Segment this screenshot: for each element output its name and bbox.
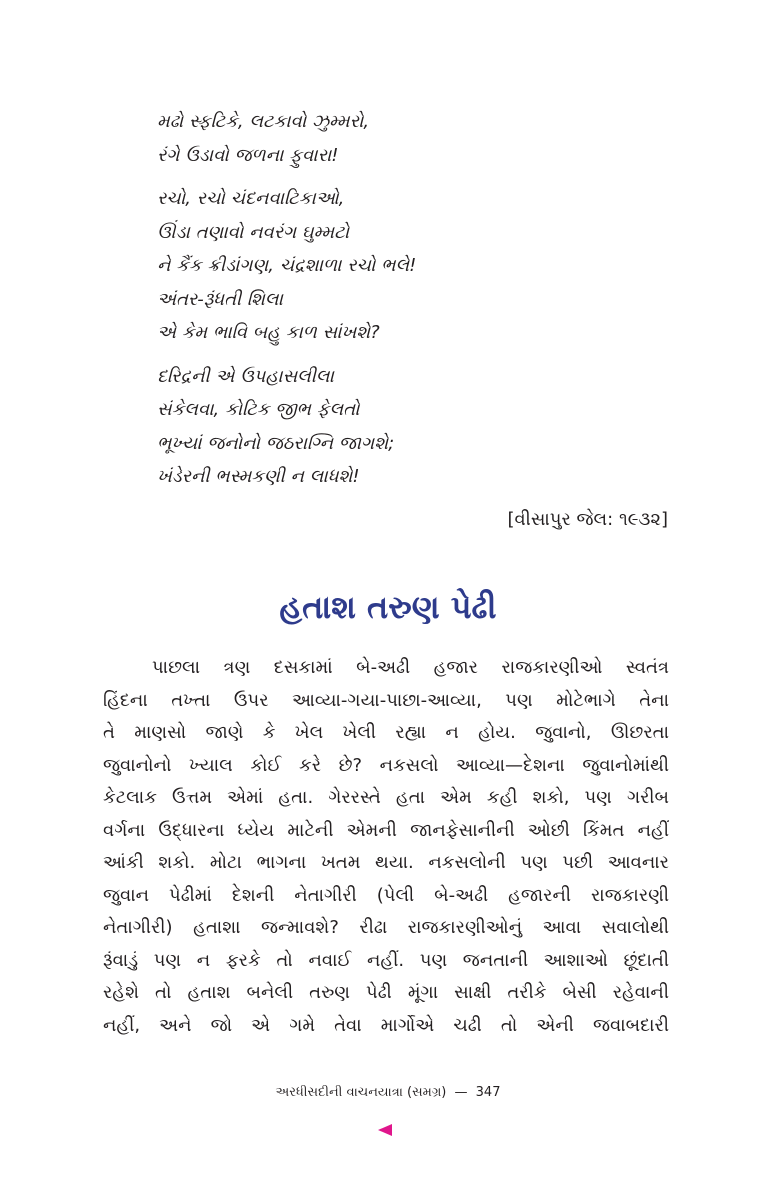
paragraph-line: રહેશે તો હતાશ બનેલી તરુણ પેઢી મૂંગા સાક્ષી તરીકે બેસી રહેવાની (103, 982, 669, 1003)
poem-stanza (157, 105, 657, 172)
poem-line: એ કેમ ભાવિ બહુ કાળ સાંખશે? (157, 322, 380, 343)
poem-stanza (157, 360, 657, 494)
poem-attribution: [વીસાપુર જેલ: ૧૯૩૨] (507, 509, 668, 530)
poem-line: રંગે ઉડાવો જળના ફુવારા! (157, 144, 339, 166)
poem-line: ઊંડા તણાવો નવરંગ ઘુમ્મટો (157, 221, 350, 243)
poem-line: દરિદ્રની એ ઉપહાસલીલા (157, 365, 334, 387)
poem-stanza (157, 182, 657, 350)
paragraph-line: નેતાગીરી) હતાશા જન્માવશે? રીઢા રાજકારણીઓનું આવા સવાલોથી (103, 917, 669, 938)
paragraph-line: પાછલા ત્રણ દસકામાં બે-અઢી હજાર રાજકારણીઓ સ્વતંત્ર (152, 657, 669, 678)
paragraph-line: કેટલાક ઉત્તમ એમાં હતા. ગેરરસ્તે હતા એમ કહી શકો, પણ ગરીબ (103, 787, 669, 808)
paragraph-line: હિંદના તખ્તા ઉપર આવ્યા-ગયા-પાછા-આવ્યા, પણ મોટેભાગે તેના (103, 689, 669, 711)
paragraph-line: વર્ગના ઉદ્ધારના ધ્યેય માટેની એમની જાનફેસાનીની ઓછી કિંમત નહીં (103, 819, 669, 841)
paragraph-line: તે માણસો જાણે કે ખેલ ખેલી રહ્યા ન હોય. જુવાનો, ઊછરતા (103, 722, 669, 743)
poem-line: મઢો સ્ફટિકે, લટકાવો ઝુમ્મરો, (157, 111, 370, 132)
poem (157, 105, 657, 504)
running-title: અરધીસદીની વાચનયાત્રા (સમગ્ર) (275, 1085, 447, 1100)
article-title: હતાશ તરુણ પેઢી (279, 588, 497, 626)
previous-page-icon[interactable] (378, 1124, 392, 1136)
page-number: 347 (475, 1085, 501, 1100)
footer-separator: — (454, 1085, 468, 1100)
poem-line: ખંડેરની ભસ્મકણી ન લાધશે! (157, 466, 360, 487)
poem-line: અંતર-રૂંધતી શિલા (157, 288, 283, 310)
paragraph-line: નહીં, અને જો એ ગમે તેવા માર્ગોએ ચઢી તો એની જવાબદારી (103, 1014, 669, 1036)
poem-line: સંકેલવા, કોટિક જીભ ફેલતો (157, 399, 360, 420)
article-paragraph (103, 652, 669, 1042)
poem-line: ભૂખ્યાં જનોનો જઠરાગ્નિ જાગશે; (157, 432, 395, 454)
poem-line: ને કૈંક ક્રીડાંગણ, ચંદ્રશાળા રચો ભલે! (157, 255, 417, 276)
paragraph-line: જુવાન પેઢીમાં દેશની નેતાગીરી (પેલી બે-અઢી હજારની રાજકારણી (103, 884, 669, 906)
paragraph-line: રૂંવાડું પણ ન ફરકે તો નવાઈ નહીં. પણ જનતાની આશાઓ છૂંદાતી (103, 949, 669, 971)
page-footer (0, 1082, 776, 1104)
paragraph-line: આંકી શકો. મોટા ભાગના ખતમ થયા. નકસલોની પણ પછી આવનાર (103, 852, 669, 873)
poem-line: રચો, રચો ચંદનવાટિકાઓ, (157, 188, 345, 209)
paragraph-line: જુવાનોનો ખ્યાલ કોઈ કરે છે? નકસલો આવ્યા—દેશના જુવાનોમાંથી (103, 754, 669, 776)
